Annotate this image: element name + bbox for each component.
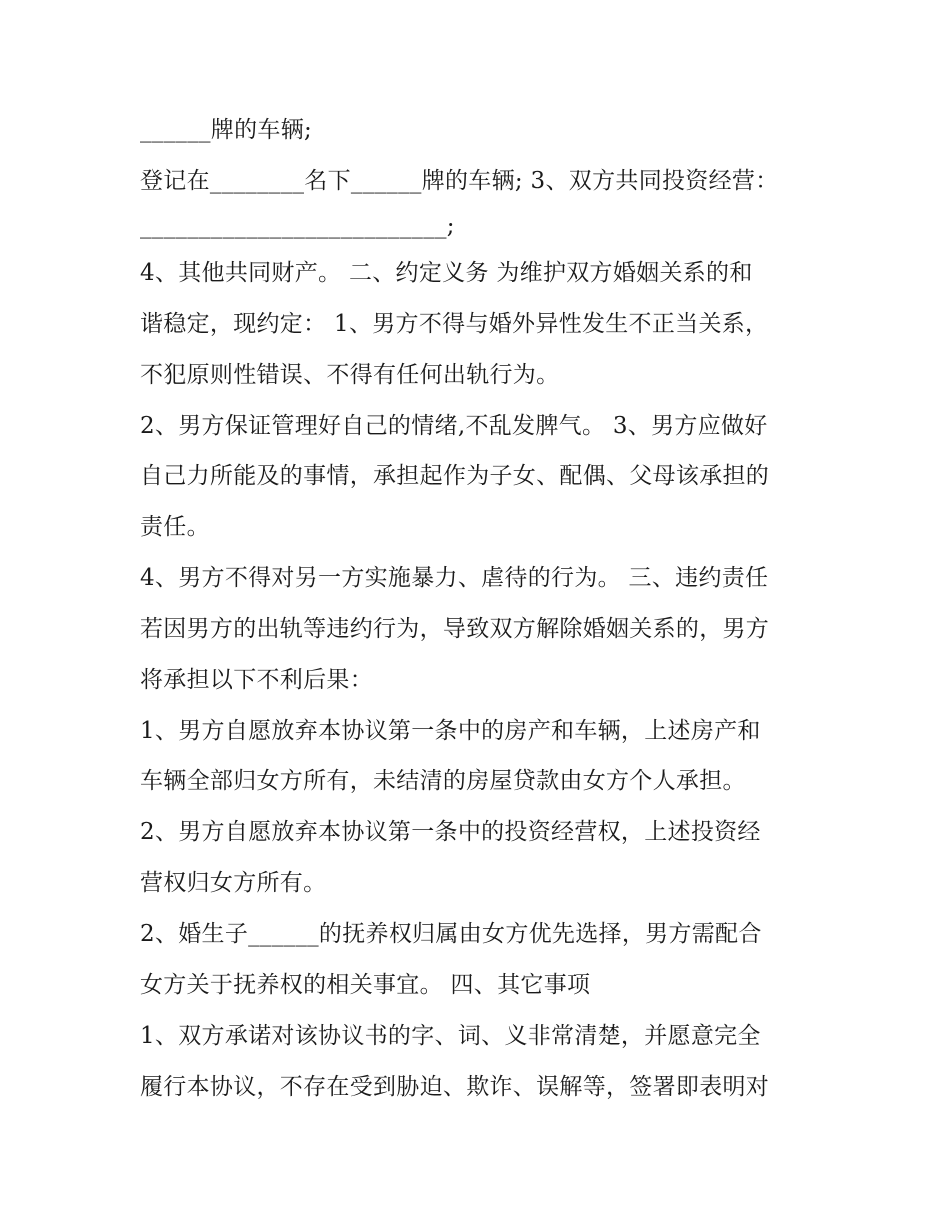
- text-line: 责任。: [140, 514, 210, 540]
- text-line: 谐稳定，现约定： 1、男方不得与婚外异性发生不正当关系，: [140, 311, 769, 337]
- text-line: __________________________;: [140, 213, 455, 239]
- text-line: 2、男方保证管理好自己的情绪,不乱发脾气。 3、男方应做好: [140, 413, 768, 439]
- text-line: 2、婚生子______的抚养权归属由女方优先选择，男方需配合: [140, 921, 762, 947]
- text-line: 履行本协议，不存在受到胁迫、欺诈、误解等，签署即表明对: [140, 1074, 770, 1100]
- text-line: 2、男方自愿放弃本协议第一条中的投资经营权，上述投资经: [140, 819, 761, 845]
- text-line: 1、男方自愿放弃本协议第一条中的房产和车辆，上述房产和: [140, 718, 761, 744]
- text-line: 1、双方承诺对该协议书的字、词、义非常清楚，并愿意完全: [140, 1023, 761, 1049]
- text-line: 登记在________名下______牌的车辆; 3、双方共同投资经营：: [140, 168, 779, 194]
- text-line: 车辆全部归女方所有，未结清的房屋贷款由女方个人承担。: [140, 768, 746, 794]
- text-line: 不犯原则性错误、不得有任何出轨行为。: [140, 362, 560, 388]
- text-line: 将承担以下不利后果：: [140, 667, 373, 693]
- text-line: 自己力所能及的事情，承担起作为子女、配偶、父母该承担的: [140, 463, 770, 489]
- text-line: 4、其他共同财产。 二、约定义务 为维护双方婚姻关系的和: [140, 260, 753, 286]
- text-line: 若因男方的出轨等违约行为，导致双方解除婚姻关系的，男方: [140, 616, 770, 642]
- text-line: 营权归女方所有。: [140, 870, 327, 896]
- text-line: ______牌的车辆;: [140, 117, 313, 143]
- text-line: 4、男方不得对另一方实施暴力、虐待的行为。 三、违约责任: [140, 565, 769, 591]
- text-line: 女方关于抚养权的相关事宜。 四、其它事项: [140, 972, 591, 998]
